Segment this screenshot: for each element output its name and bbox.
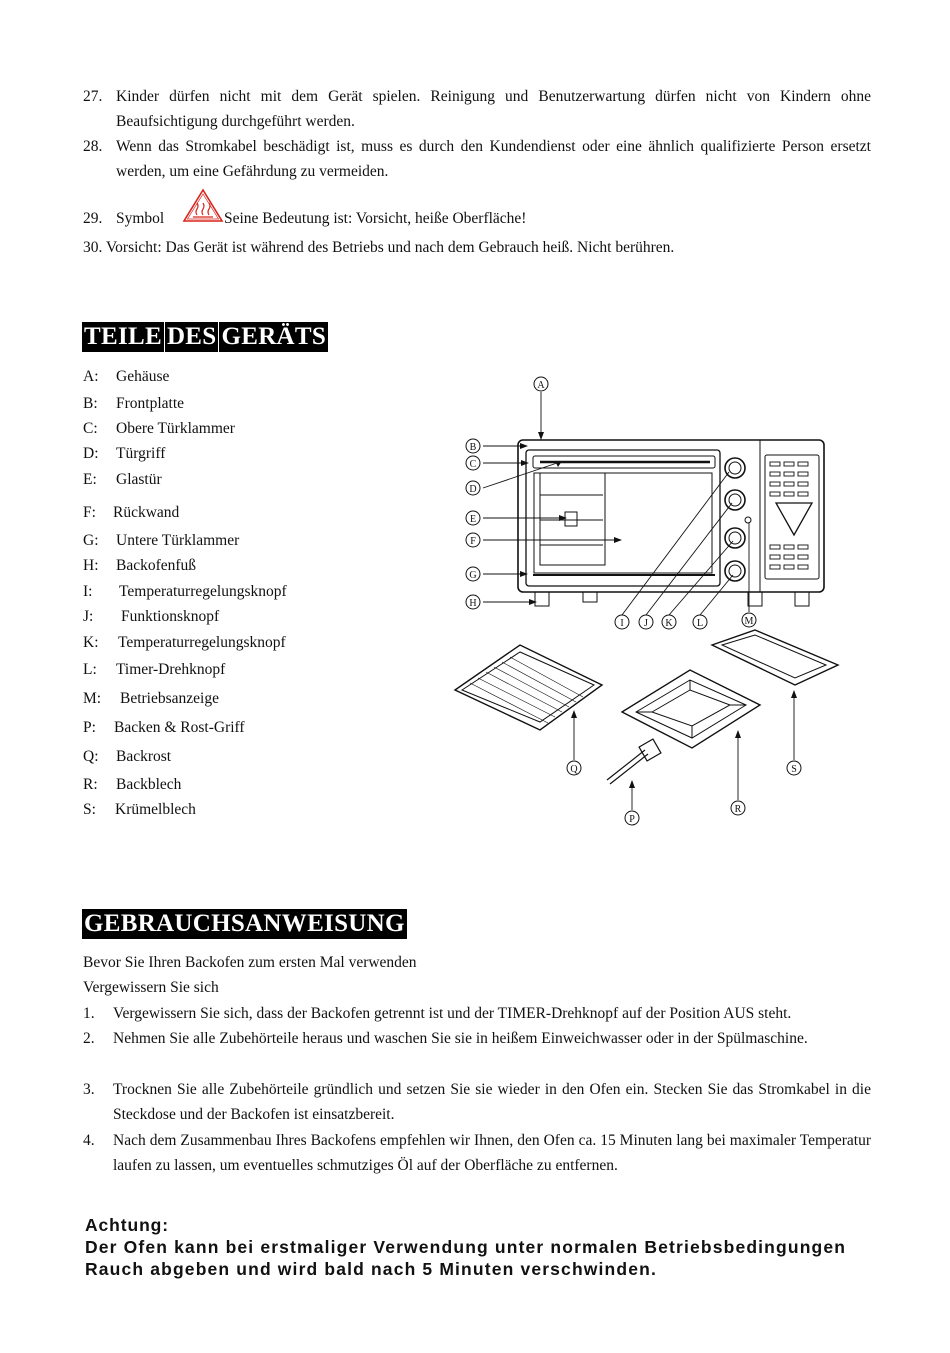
callout-m: [742, 613, 756, 627]
part-row: P: Backen & Rost-Griff: [83, 719, 245, 736]
callout-s: [787, 761, 801, 775]
part-row: Q: Backrost: [83, 748, 172, 765]
svg-text:B: B: [469, 442, 477, 453]
hot-surface-icon: [182, 188, 224, 224]
item-number: 29.: [83, 210, 103, 227]
part-row: E: Glastür: [83, 471, 162, 488]
callout-r: [731, 801, 745, 815]
callout-l: [693, 615, 707, 629]
callout-p: [625, 811, 639, 825]
svg-text:D: D: [469, 484, 477, 495]
item-text: Vorsicht: Das Gerät ist während des Betriebs und nach dem Gebrauch heiß. Nicht berühren.: [105, 239, 675, 256]
part-row: M: Betriebsanzeige: [83, 690, 219, 707]
svg-text:G: G: [469, 570, 477, 581]
svg-text:M: M: [744, 616, 754, 627]
usage-step-3: [83, 1077, 871, 1127]
part-row: C: Obere Türklammer: [83, 420, 235, 437]
step-number: 2.: [83, 1030, 95, 1047]
safety-item-28: [83, 134, 871, 184]
symbol-line: [116, 206, 871, 231]
callout-q: [567, 761, 581, 775]
part-row: A: Gehäuse: [83, 368, 170, 385]
warning-line-2: Rauch abgeben und wird bald nach 5 Minuten verschwinden.: [85, 1259, 657, 1279]
title-word: GERÄTS: [221, 323, 327, 350]
svg-text:E: E: [469, 514, 477, 525]
part-row: K: Temperaturregelungsknopf: [83, 634, 286, 651]
callout-d: [466, 481, 480, 495]
usage-step-1: [83, 1001, 871, 1026]
step-number: 4.: [83, 1132, 95, 1149]
svg-text:I: I: [620, 618, 624, 629]
usage-intro-2: Vergewissern Sie sich: [83, 979, 219, 996]
svg-text:Q: Q: [570, 764, 578, 775]
part-row: J: Funktionsknopf: [83, 608, 220, 625]
rack-handle: [607, 739, 661, 784]
svg-text:H: H: [469, 598, 477, 609]
step-text: Vergewissern Sie sich, dass der Backofen getrennt ist und der TIMER-Drehknopf auf der Position AUS steht.: [113, 1005, 792, 1022]
callout-f: [466, 533, 480, 547]
svg-text:L: L: [696, 618, 704, 629]
callout-h: [466, 595, 480, 609]
svg-text:P: P: [629, 814, 635, 825]
callout-g: [466, 567, 480, 581]
part-row: F: Rückwand: [83, 504, 180, 521]
usage-step-2: [83, 1026, 871, 1051]
symbol-meaning: Seine Bedeutung ist: Vorsicht, heiße Oberfläche!: [224, 210, 527, 227]
svg-text:S: S: [791, 764, 797, 775]
svg-text:K: K: [665, 618, 673, 629]
callout-k: [662, 615, 676, 629]
step-text: Nach dem Zusammenbau Ihres Backofens empfehlen wir Ihnen, den Ofen ca. 15 Minuten lang bei maximaler Temperatur laufen zu lassen, um eventuelles schmutziges Öl auf der Oberfläche zu entfernen.: [113, 1132, 871, 1174]
part-row: H: Backofenfuß: [83, 557, 197, 574]
safety-item-29: [83, 206, 871, 231]
title-word: TEILE: [84, 323, 162, 350]
part-row: R: Backblech: [83, 776, 182, 793]
oven-parts-diagram: [440, 370, 860, 835]
svg-text:F: F: [470, 536, 476, 547]
item-text: Kinder dürfen nicht mit dem Gerät spielen. Reinigung und Benutzerwartung dürfen nicht von Kindern ohne Beaufsichtigung durchgeführt werden.: [116, 88, 871, 130]
safety-item-30: [83, 235, 871, 260]
svg-text:J: J: [644, 618, 648, 629]
warning-title: Achtung:: [85, 1215, 169, 1235]
usage-intro-1: Bevor Sie Ihren Backofen zum ersten Mal verwenden: [83, 954, 417, 971]
item-number: 28.: [83, 138, 103, 155]
svg-text:C: C: [469, 459, 477, 470]
symbol-label: Symbol: [116, 210, 165, 227]
item-text: Wenn das Stromkabel beschädigt ist, muss es durch den Kundendienst oder eine ähnlich qualifizierte Person ersetzt werden, um eine Gefährdung zu vermeiden.: [116, 138, 871, 180]
step-text: Nehmen Sie alle Zubehörteile heraus und waschen Sie sie in heißem Einweichwasser oder in der Spülmaschine.: [113, 1030, 808, 1047]
callout-c: [466, 456, 480, 470]
step-number: 1.: [83, 1005, 95, 1022]
parts-section-title: [82, 322, 328, 352]
part-row: I: Temperaturregelungsknopf: [83, 583, 287, 600]
usage-step-4: [83, 1128, 871, 1178]
callout-j: [639, 615, 653, 629]
part-row: B: Frontplatte: [83, 395, 185, 412]
step-text: Trocknen Sie alle Zubehörteile gründlich und setzen Sie sie wieder in den Ofen ein. Stecken Sie das Stromkabel in die Steckdose und der Backofen ist einsatzbereit.: [113, 1081, 871, 1123]
part-row: D: Türgriff: [83, 445, 166, 462]
part-row: S: Krümelblech: [83, 801, 196, 818]
title-word: DES: [166, 323, 217, 350]
item-number: 27.: [83, 88, 103, 105]
crumb-tray: [712, 630, 838, 685]
part-row: L: Timer-Drehknopf: [83, 661, 226, 678]
svg-text:R: R: [734, 804, 742, 815]
callout-b: [466, 439, 480, 453]
callout-e: [466, 511, 480, 525]
part-row: G: Untere Türklammer: [83, 532, 240, 549]
callout-i: [615, 615, 629, 629]
callout-a: [534, 377, 548, 391]
item-number: 30.: [83, 239, 103, 256]
step-number: 3.: [83, 1081, 95, 1098]
svg-text:A: A: [537, 380, 545, 391]
usage-section-title: GEBRAUCHSANWEISUNG: [84, 910, 405, 937]
safety-item-27: [83, 84, 871, 134]
warning-line-1: Der Ofen kann bei erstmaliger Verwendung unter normalen Betriebsbedingungen: [85, 1237, 847, 1257]
